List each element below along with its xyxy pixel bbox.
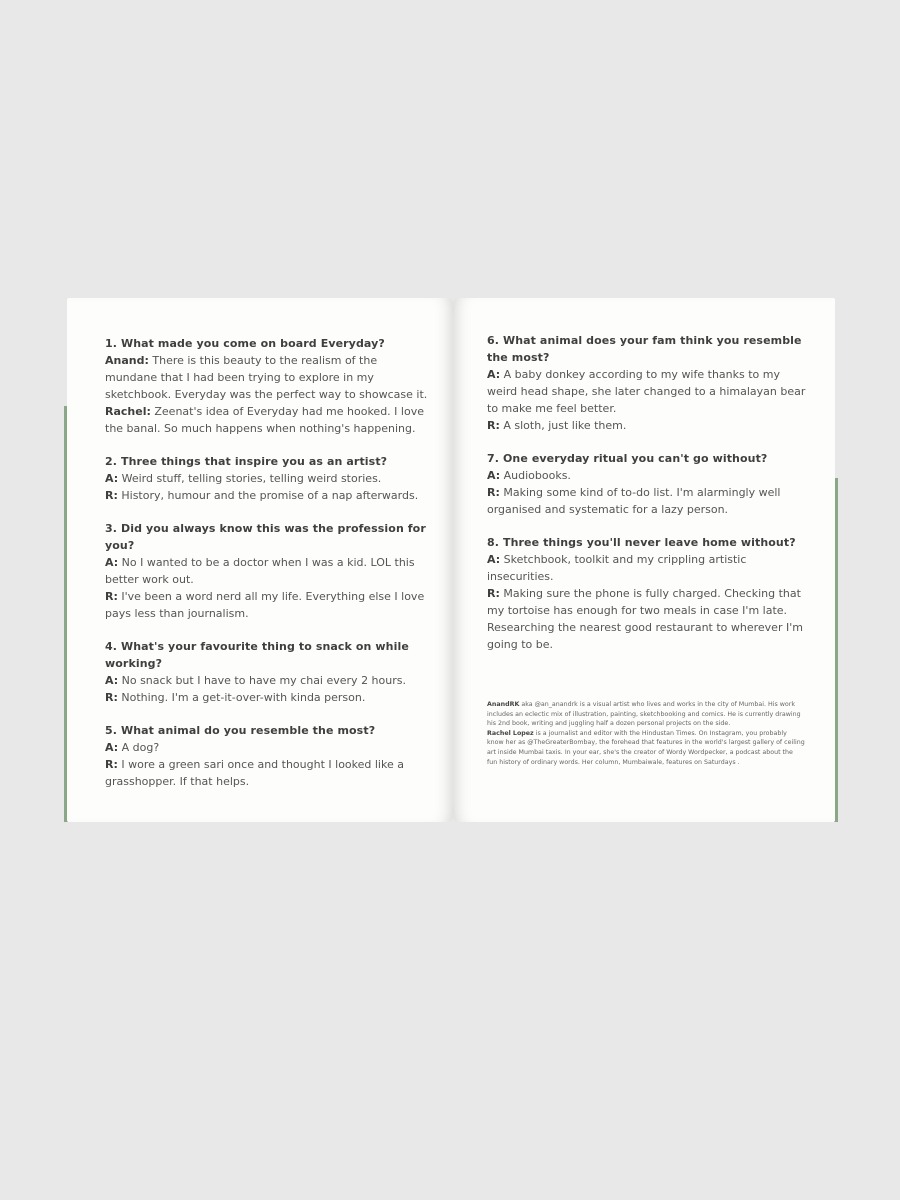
answer-text: Nothing. I'm a get-it-over-with kinda person. — [121, 691, 366, 704]
answer-text: I wore a green sari once and thought I looked like a grasshopper. If that helps. — [105, 758, 404, 788]
answer-line — [105, 756, 431, 790]
question-heading: 7. One everyday ritual you can't go without? — [487, 452, 768, 465]
answer-line — [487, 417, 809, 434]
answer-text: A baby donkey according to my wife thanks to my weird head shape, she later changed to a himalayan bear to make me feel better. — [487, 368, 806, 415]
answer-text: There is this beauty to the realism of the mundane that I had been trying to explore in my sketchbook. Everyday was the perfect way to showcase it. — [105, 354, 428, 401]
bio-paragraph — [487, 729, 805, 767]
answer-line — [105, 352, 431, 403]
answer-line — [105, 588, 431, 622]
answer-speaker: A: — [487, 553, 501, 566]
bio-text: aka @an_anandrk is a visual artist who lives and works in the city of Mumbai. His work includes an eclectic mix of illustration, painting, sketchbooking and comics. He is currently drawing his 2nd book, writing and juggling half a dozen personal projects on the side. — [487, 701, 801, 728]
answer-speaker: R: — [105, 691, 118, 704]
answer-text: Sketchbook, toolkit and my crippling artistic insecurities. — [487, 553, 747, 583]
answer-speaker: A: — [105, 472, 119, 485]
bio-paragraph — [487, 700, 805, 729]
question-heading: 1. What made you come on board Everyday? — [105, 337, 385, 350]
answer-line — [105, 739, 431, 756]
answer-text: Making sure the phone is fully charged. Checking that my tortoise has enough for two meals in case I'm late. Researching the nearest good restaurant to wherever I'm going to be. — [487, 587, 803, 651]
answer-text: I've been a word nerd all my life. Everything else I love pays less than journalism. — [105, 590, 425, 620]
answer-line — [487, 467, 809, 484]
qa-block — [105, 638, 431, 706]
answer-text: Making some kind of to-do list. I'm alarmingly well organised and systematic for a lazy person. — [487, 486, 781, 516]
question-heading: 2. Three things that inspire you as an artist? — [105, 455, 388, 468]
answer-speaker: R: — [105, 489, 118, 502]
right-qa-list — [487, 332, 809, 653]
answer-line — [487, 551, 809, 585]
answer-speaker: R: — [487, 419, 500, 432]
answer-text: No I wanted to be a doctor when I was a kid. LOL this better work out. — [105, 556, 415, 586]
answer-text: History, humour and the promise of a nap afterwards. — [121, 489, 419, 502]
qa-block — [487, 534, 809, 653]
answer-speaker: A: — [105, 741, 119, 754]
answer-speaker: R: — [487, 486, 500, 499]
question-heading: 6. What animal does your fam think you resemble the most? — [487, 334, 802, 364]
bio-name: Rachel Lopez — [487, 729, 534, 737]
answer-speaker: Rachel: — [105, 405, 151, 418]
answer-line — [105, 403, 431, 437]
answer-speaker: R: — [105, 758, 118, 771]
qa-block — [105, 453, 431, 504]
bio-text: is a journalist and editor with the Hindustan Times. On Instagram, you probably know her as @TheGreaterBombay, the forehead that features in the world's largest gallery of ceiling art inside Mumbai taxis. In your ear, she's the creator of Wordy Wordpecker, a podcast about the fun history of ordinary words. Her column, Mumbaiwale, features on Saturdays . — [487, 729, 805, 766]
answer-speaker: R: — [105, 590, 118, 603]
bio-name: AnandRK — [487, 701, 520, 708]
qa-block — [105, 335, 431, 437]
answer-speaker: A: — [105, 674, 119, 687]
author-bios — [487, 700, 805, 767]
question-heading: 8. Three things you'll never leave home without? — [487, 536, 796, 549]
answer-speaker: A: — [487, 368, 501, 381]
answer-text: No snack but I have to have my chai every 2 hours. — [121, 674, 406, 687]
question-heading: 3. Did you always know this was the profession for you? — [105, 522, 426, 552]
answer-line — [105, 672, 431, 689]
qa-block — [105, 520, 431, 622]
answer-text: A sloth, just like them. — [503, 419, 627, 432]
answer-speaker: Anand: — [105, 354, 149, 367]
answer-line — [105, 487, 431, 504]
answer-speaker: A: — [487, 469, 501, 482]
answer-text: Audiobooks. — [503, 469, 571, 482]
answer-text: Weird stuff, telling stories, telling weird stories. — [121, 472, 382, 485]
qa-block — [487, 450, 809, 518]
answer-line — [105, 554, 431, 588]
answer-line — [105, 470, 431, 487]
question-heading: 4. What's your favourite thing to snack on while working? — [105, 640, 409, 670]
answer-line — [105, 689, 431, 706]
answer-line — [487, 366, 809, 417]
qa-block — [487, 332, 809, 434]
answer-speaker: A: — [105, 556, 119, 569]
left-page — [67, 298, 453, 822]
answer-text: A dog? — [121, 741, 160, 754]
right-page — [453, 298, 835, 822]
answer-text: Zeenat's idea of Everyday had me hooked. I love the banal. So much happens when nothing's happening. — [105, 405, 424, 435]
booklet-spread — [64, 298, 838, 824]
qa-block — [105, 722, 431, 790]
answer-speaker: R: — [487, 587, 500, 600]
question-heading: 5. What animal do you resemble the most? — [105, 724, 376, 737]
answer-line — [487, 484, 809, 518]
answer-line — [487, 585, 809, 653]
